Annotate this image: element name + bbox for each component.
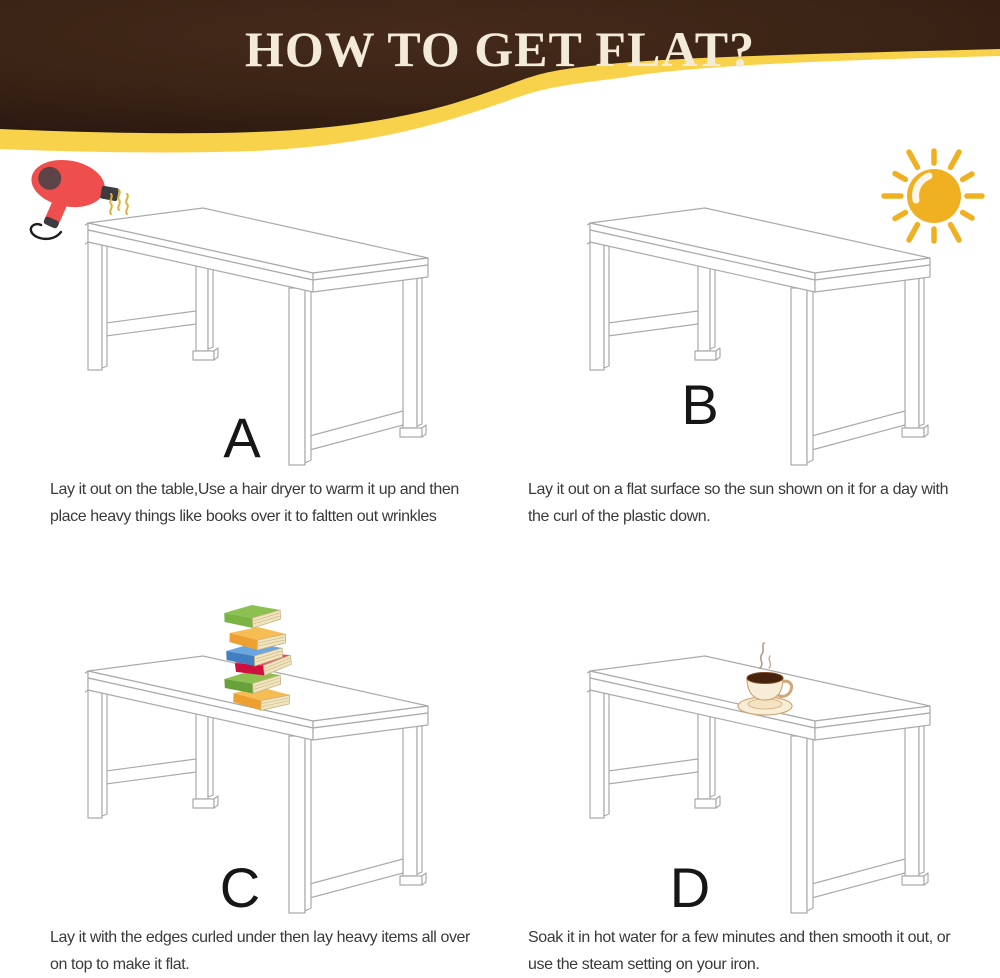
- sun-icon: [878, 142, 990, 254]
- caption-line: Soak it in hot water for a few minutes and then smooth it out, or: [528, 929, 951, 946]
- caption-line: place heavy things like books over it to faltten out wrinkles: [50, 508, 437, 525]
- panel-c-caption: [50, 924, 470, 978]
- panel-d-label: D: [669, 856, 711, 919]
- panel-c: [0, 588, 500, 974]
- panel-a: [0, 140, 500, 540]
- caption-line: the curl of the plastic down.: [528, 508, 711, 525]
- panel-b-label: B: [681, 373, 719, 436]
- caption-line: Lay it out on a flat surface so the sun shown on it for a day with: [528, 481, 949, 498]
- hair-dryer-icon: [15, 152, 145, 252]
- caption-line: on top to make it flat.: [50, 956, 190, 973]
- panel-d: [500, 588, 1000, 974]
- panel-a-caption: [50, 476, 459, 530]
- page-title: HOW TO GET FLAT?: [244, 21, 756, 77]
- caption-line: Lay it out on the table,Use a hair dryer to warm it up and then: [50, 481, 459, 498]
- steam: [769, 656, 770, 668]
- caption-line: Lay it with the edges curled under then lay heavy items all over: [50, 929, 470, 946]
- book-stack-icon: [222, 598, 302, 712]
- panel-c-label: C: [219, 856, 261, 919]
- caption-line: use the steam setting on your iron.: [528, 956, 760, 973]
- panel-b-caption: [528, 476, 948, 530]
- steam: [760, 643, 764, 668]
- coffee-cup-icon: [730, 640, 800, 720]
- panel-b: [500, 140, 1000, 540]
- panel-d-caption: [528, 924, 950, 978]
- panel-a-label: A: [223, 406, 261, 469]
